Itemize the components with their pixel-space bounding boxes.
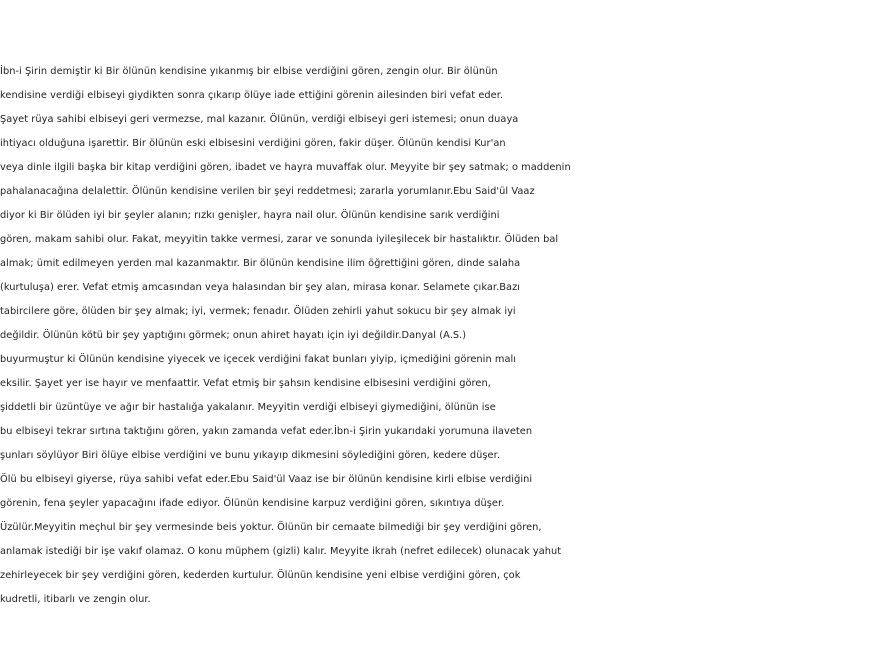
text-line: tabircilere göre, ölüden bir şey almak; iyi, vermek; fenadır. Ölüden zehirli yahut sokucu bir şey almak iyi — [0, 306, 516, 317]
text-line: kudretli, itibarlı ve zengin olur. — [0, 594, 151, 605]
text-line: ihtiyacı olduğuna işarettir. Bir ölünün eski elbisesini verdiğini gören, fakir düşer. Ölünün kendisi Kur'an — [0, 138, 506, 149]
text-line: eksilir. Şayet yer ise hayır ve menfaattir. Vefat etmiş bir şahsın kendisine elbisesini verdiğini gören, — [0, 378, 491, 389]
text-line: pahalanacağına delalettir. Ölünün kendisine verilen bir şeyi reddetmesi; zararla yorumlanır.Ebu Said'ül Vaaz — [0, 186, 535, 197]
text-line: görenin, fena şeyler yapacağını ifade ediyor. Ölünün kendisine karpuz verdiğini gören, sıkıntıya düşer. — [0, 498, 505, 509]
text-line: değildir. Ölünün kötü bir şey yaptığını görmek; onun ahiret hayatı için iyi değildir.Danyal (A.S.) — [0, 330, 467, 341]
text-line: (kurtuluşa) erer. Vefat etmiş amcasından veya halasından bir şey alan, mirasa konar. Selamete çıkar.Bazı — [0, 282, 521, 293]
text-line: veya dinle ilgili başka bir kitap verdiğini gören, ibadet ve hayra muvaffak olur. Meyyite bir şey satmak; o maddenin — [0, 162, 571, 173]
text-line: almak; ümit edilmeyen yerden mal kazanmaktır. Bir ölünün kendisine ilim öğrettiğini gören, dinde salaha — [0, 258, 521, 269]
text-line: Ölü bu elbiseyi giyerse, rüya sahibi vefat eder.Ebu Said'ül Vaaz ise bir ölünün kendisine kirli elbise verdiğini — [0, 474, 533, 485]
text-line: Üzülür.Meyyitin meçhul bir şey vermesinde beis yoktur. Ölünün bir cemaate bilmediği bir şey verdiğini gören, — [0, 522, 542, 533]
text-line: anlamak istediği bir işe vakıf olamaz. O konu müphem (gizli) kalır. Meyyite ikrah (nefret edilecek) olunacak yahut — [0, 546, 562, 557]
document-body — [0, 60, 880, 612]
text-line: buyurmuştur ki Ölünün kendisine yiyecek ve içecek verdiğini fakat bunları yiyip, içmediğini görenin malı — [0, 354, 517, 365]
text-line: şiddetli bir üzüntüye ve ağır bir hastalığa yakalanır. Meyyitin verdiği elbiseyi giymediğini, ölünün ise — [0, 402, 496, 413]
text-line: şunları söylüyor Biri ölüye elbise verdiğini ve bunu yıkayıp dikmesini söylediğini gören, kedere düşer. — [0, 450, 500, 461]
text-line: İbn-i Şirin demiştir ki Bir ölünün kendisine yıkanmış bir elbise verdiğini gören, zengin olur. Bir ölünün — [0, 66, 498, 77]
text-line: gören, makam sahibi olur. Fakat, meyyitin takke vermesi, zarar ve sonunda iyileşilecek bir hastalıktır. Ölüden bal — [0, 234, 559, 245]
text-line: kendisine verdiği elbiseyi giydikten sonra çıkarıp ölüye iade ettiğini görenin ailesinden biri vefat eder. — [0, 90, 504, 101]
text-line: bu elbiseyi tekrar sırtına taktığını gören, yakın zamanda vefat eder.İbn-i Şirin yukarıdaki yorumuna ilaveten — [0, 426, 533, 437]
text-line: diyor ki Bir ölüden iyi bir şeyler alanın; rızkı genişler, hayra nail olur. Ölünün kendisine sarık verdiğini — [0, 210, 500, 221]
text-line: zehirleyecek bir şey verdiğini gören, kederden kurtulur. Ölünün kendisine yeni elbise verdiğini gören, çok — [0, 570, 521, 581]
text-line: Şayet rüya sahibi elbiseyi geri vermezse, mal kazanır. Ölünün, verdiği elbiseyi geri istemesi; onun duaya — [0, 114, 519, 125]
